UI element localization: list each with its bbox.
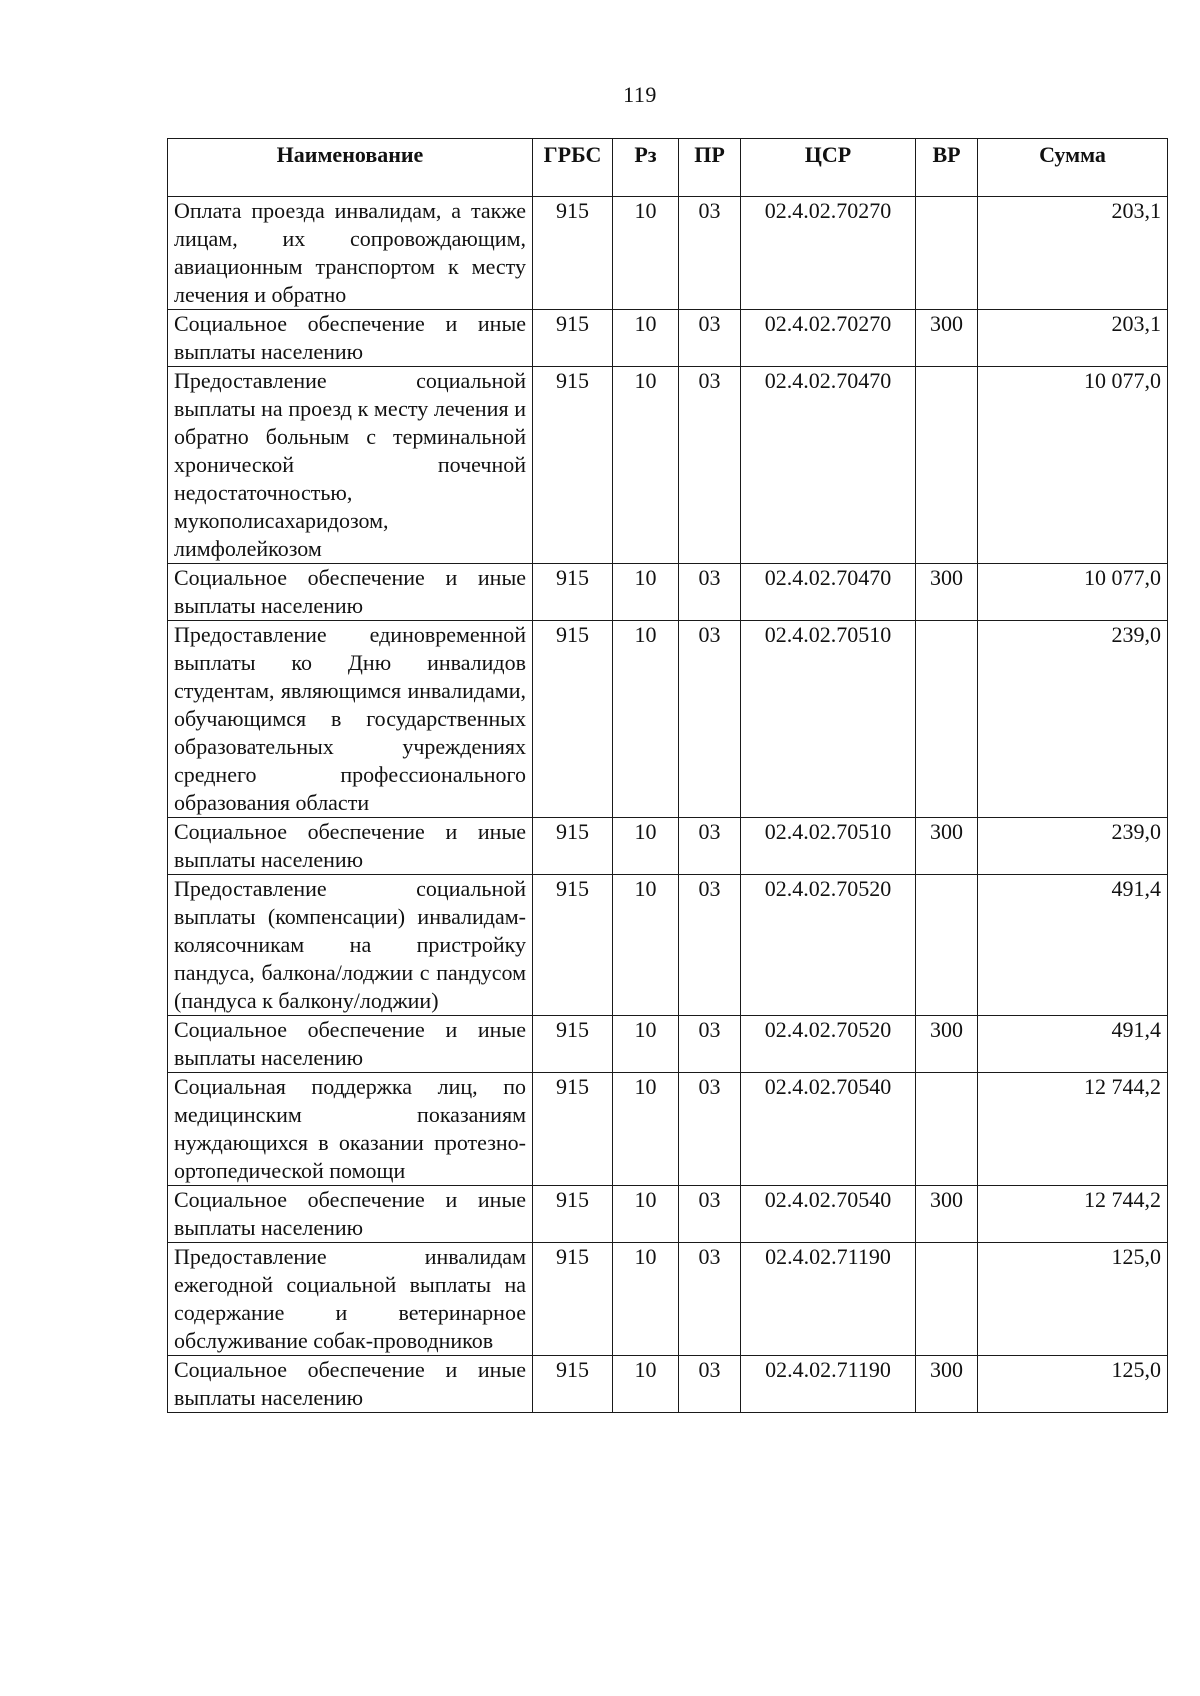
row-csr: 02.4.02.70510 [741,621,916,818]
table-row [168,564,1168,621]
row-sum: 10 077,0 [978,564,1168,621]
row-sum: 12 744,2 [978,1073,1168,1186]
table-header-row [168,139,1168,197]
row-csr: 02.4.02.70270 [741,197,916,310]
row-rz: 10 [613,367,679,564]
row-csr: 02.4.02.71190 [741,1356,916,1413]
row-name: Оплата проезда инвалидам, а также лицам, их сопровождающим, авиационным транспортом к месту лечения и обратно [168,197,533,310]
header-sum: Сумма [978,139,1168,197]
row-name: Социальное обеспечение и иные выплаты населению [168,1356,533,1413]
table-row [168,367,1168,564]
row-grbs: 915 [533,564,613,621]
row-sum: 203,1 [978,197,1168,310]
row-pr: 03 [679,367,741,564]
row-rz: 10 [613,875,679,1016]
table-row [168,1186,1168,1243]
row-name: Предоставление инвалидам ежегодной социальной выплаты на содержание и ветеринарное обслуживание собак-проводников [168,1243,533,1356]
table-row [168,1356,1168,1413]
row-pr: 03 [679,564,741,621]
row-vr [916,197,978,310]
row-pr: 03 [679,1356,741,1413]
row-sum: 12 744,2 [978,1186,1168,1243]
row-sum: 203,1 [978,310,1168,367]
row-pr: 03 [679,621,741,818]
row-vr: 300 [916,564,978,621]
table-row [168,1016,1168,1073]
row-rz: 10 [613,1356,679,1413]
row-sum: 239,0 [978,818,1168,875]
row-sum: 239,0 [978,621,1168,818]
row-name: Социальное обеспечение и иные выплаты населению [168,310,533,367]
row-grbs: 915 [533,367,613,564]
row-pr: 03 [679,1016,741,1073]
row-sum: 491,4 [978,875,1168,1016]
row-vr: 300 [916,310,978,367]
row-grbs: 915 [533,818,613,875]
row-grbs: 915 [533,621,613,818]
row-csr: 02.4.02.70540 [741,1073,916,1186]
page-number: 119 [623,82,657,107]
row-vr: 300 [916,1356,978,1413]
row-rz: 10 [613,818,679,875]
table-row [168,818,1168,875]
budget-table [167,138,1168,1413]
row-name: Предоставление единовременной выплаты ко Дню инвалидов студентам, являющимся инвалидами, обучающимся в государственных образовательных учреждениях среднего профессионального образования области [168,621,533,818]
table-row [168,875,1168,1016]
row-name: Социальная поддержка лиц, по медицинским показаниям нуждающихся в оказании протезно-ортопедической помощи [168,1073,533,1186]
row-csr: 02.4.02.71190 [741,1243,916,1356]
row-rz: 10 [613,1243,679,1356]
row-pr: 03 [679,1186,741,1243]
row-vr: 300 [916,1186,978,1243]
row-pr: 03 [679,197,741,310]
row-csr: 02.4.02.70470 [741,367,916,564]
row-vr [916,1073,978,1186]
row-rz: 10 [613,621,679,818]
row-grbs: 915 [533,1073,613,1186]
row-rz: 10 [613,1073,679,1186]
header-csr: ЦСР [741,139,916,197]
row-grbs: 915 [533,197,613,310]
row-pr: 03 [679,1073,741,1186]
row-vr: 300 [916,818,978,875]
row-sum: 125,0 [978,1243,1168,1356]
row-name: Социальное обеспечение и иные выплаты населению [168,818,533,875]
row-pr: 03 [679,875,741,1016]
row-rz: 10 [613,310,679,367]
row-grbs: 915 [533,1243,613,1356]
row-name: Предоставление социальной выплаты (компенсации) инвалидам-колясочникам на пристройку пандуса, балкона/лоджии с пандусом (пандуса к балкону/лоджии) [168,875,533,1016]
table-row [168,1243,1168,1356]
table-row [168,310,1168,367]
row-vr [916,621,978,818]
row-csr: 02.4.02.70540 [741,1186,916,1243]
row-sum: 10 077,0 [978,367,1168,564]
row-rz: 10 [613,1016,679,1073]
row-grbs: 915 [533,1356,613,1413]
row-rz: 10 [613,1186,679,1243]
row-name: Предоставление социальной выплаты на проезд к месту лечения и обратно больным с терминальной хронической почечной недостаточностью, мукополисахаридозом, лимфолейкозом [168,367,533,564]
header-grbs: ГРБС [533,139,613,197]
row-vr [916,1243,978,1356]
row-grbs: 915 [533,1186,613,1243]
row-pr: 03 [679,310,741,367]
table-row [168,197,1168,310]
table-row [168,621,1168,818]
header-pr: ПР [679,139,741,197]
header-rz: Рз [613,139,679,197]
row-name: Социальное обеспечение и иные выплаты населению [168,564,533,621]
row-sum: 491,4 [978,1016,1168,1073]
row-pr: 03 [679,1243,741,1356]
row-pr: 03 [679,818,741,875]
row-name: Социальное обеспечение и иные выплаты населению [168,1016,533,1073]
row-csr: 02.4.02.70520 [741,1016,916,1073]
row-vr: 300 [916,1016,978,1073]
row-csr: 02.4.02.70510 [741,818,916,875]
row-csr: 02.4.02.70520 [741,875,916,1016]
row-csr: 02.4.02.70470 [741,564,916,621]
row-csr: 02.4.02.70270 [741,310,916,367]
row-rz: 10 [613,197,679,310]
header-vr: ВР [916,139,978,197]
row-rz: 10 [613,564,679,621]
row-sum: 125,0 [978,1356,1168,1413]
table-row [168,1073,1168,1186]
header-name: Наименование [168,139,533,197]
row-vr [916,875,978,1016]
row-vr [916,367,978,564]
row-grbs: 915 [533,310,613,367]
row-grbs: 915 [533,1016,613,1073]
row-name: Социальное обеспечение и иные выплаты населению [168,1186,533,1243]
row-grbs: 915 [533,875,613,1016]
